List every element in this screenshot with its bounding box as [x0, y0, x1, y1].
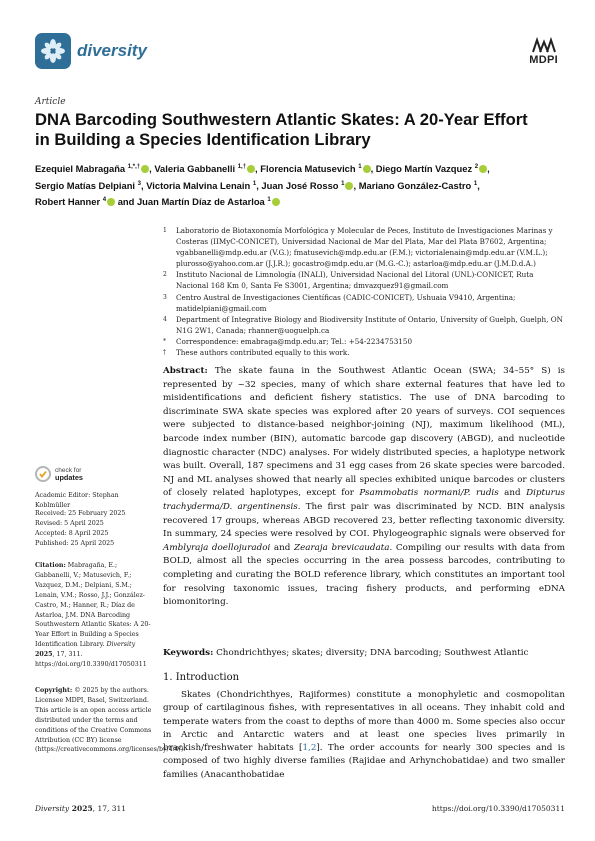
- copyright-text: © 2025 by the authors. Licensee MDPI, Basel, Switzerland. This article is an open access article distributed under the terms and conditions of the Creative Commons Attribution (CC BY) license (https://creativecommons.org/licenses/by/4.0/).: [35, 687, 186, 754]
- affiliation-item: [163, 314, 565, 336]
- abstract-text: The skate fauna in the Southwest Atlantic Ocean (SWA; 34–55° S) is represented by ~32 species, many of which share external features that have led to misidentifications and deficient fishery statistics. The use of DNA barcoding to discriminate SWA skate species was explored after 20 years of surveys. COI sequences were subjected to distance-based neighbor-joining (NJ), maximum likelihood (ML), barcode index number (BIN), automatic barcode gap discovery (ABGD), and nucleotide diagnostic character (NDC) analyses. For widely distributed species, a haplotype network was built. Overall, 187 specimens and 31 egg cases from 26 skate species were barcoded. NJ and ML analyses showed that nearly all species exhibited unique barcodes or clusters of closely related haplotypes, except for: [163, 366, 565, 499]
- orcid-icon[interactable]: [107, 198, 115, 206]
- affiliation-item: [163, 269, 565, 291]
- intro-text: ]. The order accounts for nearly 300 species and is composed of two highly diverse families (Rajidae and Arhynchobatidae) and two smaller families (Anacanthobatidae: [163, 743, 565, 780]
- publisher-logo[interactable]: [529, 37, 558, 66]
- received-date: Received: 25 February 2025: [35, 510, 126, 517]
- author-sup: 1: [252, 180, 257, 187]
- journal-logo: [35, 33, 71, 69]
- article-type: Article: [35, 97, 66, 107]
- author-name[interactable]: Mariano González-Castro: [358, 179, 472, 191]
- author-sup: 1: [341, 180, 345, 187]
- footer-journal: Diversity: [35, 804, 70, 813]
- published-date: Published: 25 April 2025: [35, 539, 115, 547]
- keywords: [163, 647, 565, 661]
- flower-icon: [40, 38, 66, 64]
- update-check-icon: [35, 466, 51, 482]
- author-sup: 1,*,†: [127, 164, 141, 170]
- keywords-label: Keywords:: [163, 648, 214, 658]
- orcid-icon[interactable]: [247, 165, 255, 173]
- author-sup: 2: [474, 164, 479, 170]
- title-line: in Building a Species Identification Library: [35, 130, 371, 149]
- footer-citation: [35, 804, 126, 813]
- author-sup: 1: [473, 180, 478, 187]
- affiliation-symbol: 3: [163, 293, 167, 301]
- citation-rest[interactable]: , 17, 311. https://doi.org/10.3390/d17050311: [35, 651, 147, 669]
- affiliation-item: [163, 336, 565, 347]
- author-name[interactable]: Florencia Matusevich: [260, 163, 356, 175]
- affiliation-symbol: *: [163, 337, 166, 345]
- check-for-updates-label: [55, 467, 83, 482]
- abstract-text: and: [270, 542, 295, 553]
- author-sup: 4: [102, 197, 107, 204]
- author-name[interactable]: Diego Martín Vazquez: [375, 163, 473, 175]
- affiliation-text: Laboratorio de Biotaxonomía Morfológica y Molecular de Peces, Instituto de Investigaciones Marinas y Costeras (IIMyC-CONICET), Universidad Nacional de Mar del Plata, Mar del Plata B7602, Argentina; vgabbanelli@mdp.edu.ar (V.G.); fmatusevich@mdp.edu.ar (F.M.); victorialenain@mdp.edu.ar (V.M.L.); plurosso@yahoo.com.ar (J.J.R.); gocastro@mdp.edu.ar (M.G.-C.); astarloa@mdp.edu.ar (J.M.D.d.A.): [176, 226, 553, 269]
- author-sup: 1,†: [237, 164, 247, 170]
- cfu-line: updates: [55, 472, 83, 482]
- citation-year: 2025: [35, 651, 53, 659]
- article-title: [35, 110, 555, 150]
- species-name: Psammobatis normani/P. rudis: [359, 488, 499, 499]
- title-line: DNA Barcoding Southwestern Atlantic Skates: A 20-Year Effort: [35, 110, 528, 129]
- abstract-text: . Compiling our results with data from BOLD, almost all the species occurring in the area possess barcodes, contributing to completing and curating the BOLD reference library, which constitutes an important tool for resolving taxonomic issues, tracing fishery products, and performing eDNA biomonitoring.: [163, 542, 565, 608]
- author-sup: 3: [137, 180, 141, 187]
- mdpi-mark-icon: [531, 37, 557, 53]
- revised-date: Revised: 5 April 2025: [35, 519, 104, 527]
- affiliation-symbol: 1: [163, 227, 167, 234]
- introduction-text: [163, 689, 565, 782]
- abstract-text: . The first pair was discriminated by NCD. BIN analysis recovered 17 groups, whereas ABGD recovered 23, better reflecting taxonomic diversity. In summary, 24 species were resolved by COI. Phylogeographic signals were observed for: [163, 501, 565, 540]
- copyright-block: [35, 686, 186, 755]
- abstract-label: Abstract:: [163, 366, 208, 376]
- citation-link[interactable]: 1,2: [302, 743, 317, 754]
- check-for-updates-button[interactable]: [35, 466, 83, 482]
- affiliation-list: [163, 225, 565, 358]
- affiliation-text: These authors contributed equally to this work.: [176, 348, 350, 358]
- species-name: Amblyraja doellojuradoi: [163, 542, 271, 553]
- author-name[interactable]: Valeria Gabbanelli: [154, 163, 236, 175]
- species-name: Dipturus trachyderma/D. argentinensis: [163, 488, 565, 512]
- author-name[interactable]: Victoria Malvina Lenain: [146, 179, 251, 191]
- affiliation-item: [163, 225, 565, 269]
- author-conjunction: and: [117, 196, 137, 208]
- citation-journal: Diversity: [106, 641, 136, 649]
- citation-label: Citation:: [35, 562, 66, 569]
- affiliation-text: Instituto Nacional de Limnología (INALI), Universidad Nacional del Litoral (UNL)-CONICET, Ruta Nacional 168 Km 0, Santa Fe S3001, Argentina; dmvazquez91@gmail.com: [176, 270, 534, 291]
- orcid-icon[interactable]: [345, 182, 353, 190]
- affiliation-symbol: †: [163, 349, 166, 357]
- affiliation-item: [163, 347, 565, 358]
- academic-editor: Academic Editor: Stephan Koblmüller: [35, 492, 119, 509]
- section-heading: 1. Introduction: [163, 672, 240, 683]
- affiliation-text: Department of Integrative Biology and Biodiversity Institute of Ontario, University of Guelph, Guelph, ON N1G 2W1, Canada; rhanner@uoguelph.ca: [176, 314, 563, 335]
- author-name[interactable]: Sergio Matías Delpiani: [35, 179, 136, 191]
- affiliation-symbol: 2: [163, 271, 167, 279]
- author-name[interactable]: Juan José Rosso: [261, 179, 339, 191]
- author-sup: 1: [358, 164, 362, 170]
- abstract: [163, 365, 565, 610]
- orcid-icon[interactable]: [363, 165, 371, 173]
- dates-block: [35, 509, 155, 549]
- affiliation-symbol: 4: [163, 315, 167, 323]
- orcid-icon[interactable]: [479, 165, 487, 173]
- orcid-icon[interactable]: [272, 198, 280, 206]
- citation-block: [35, 561, 155, 670]
- footer-doi-link[interactable]: https://doi.org/10.3390/d17050311: [431, 804, 565, 813]
- cfu-line: check for: [55, 466, 82, 474]
- publisher-name: MDPI: [529, 54, 558, 66]
- footer-year: 2025: [69, 804, 93, 813]
- affiliation-text: Correspondence: emabraga@mdp.edu.ar; Tel.: +54-2234753150: [176, 336, 413, 346]
- affiliation-item: [163, 292, 565, 314]
- copyright-label: Copyright:: [35, 687, 73, 694]
- author-name[interactable]: Ezequiel Mabragaña: [35, 163, 126, 175]
- footer-vol: , 17, 311: [92, 804, 127, 813]
- author-sup: 1: [267, 197, 271, 204]
- orcid-icon[interactable]: [141, 165, 149, 173]
- species-name: Zearaja brevicaudata: [294, 542, 390, 553]
- affiliation-text: Centro Austral de Investigaciones Científicas (CADIC-CONICET), Ushuaia V9410, Argentina; matidelpiani@gmail.com: [176, 292, 516, 313]
- abstract-text: and: [498, 488, 527, 499]
- keywords-text: Chondrichthyes; skates; diversity; DNA barcoding; Southwest Atlantic: [213, 648, 529, 658]
- journal-name[interactable]: diversity: [77, 41, 147, 60]
- author-list: Ezequiel Mabragaña $^{1,*,\dagger}$ , Valeria Gabbanelli $^{1,\dagger}$ , Florencia Matusevich $^1$ , Diego Martín Vazquez $^2$ , Sergio Matías Delpiani $^3$, Victoria Malvina Lenain $^1$, Juan José Rosso $^1$ , Mariano González-Castro $^1$, Robert Hanner $^4$ and Juan Martín Díaz de Astarloa $^1$: [35, 163, 490, 208]
- citation-text: Mabragaña, E.; Gabbanelli, V.; Matusevich, F.; Vazquez, D.M.; Delpiani, S.M.; Lenain, V.M.; Rosso, J.J.; González-Castro, M.; Hanner, R.; Díaz de Astarloa, J.M. DNA Barcoding Southwestern Atlantic Skates: A 20-Year Effort in Building a Species Identification Library.: [35, 562, 151, 649]
- accepted-date: Accepted: 8 April 2025: [35, 529, 109, 537]
- author-name[interactable]: Robert Hanner: [35, 196, 101, 208]
- intro-text: Skates (Chondrichthyes, Rajiformes) constitute a monophyletic and cosmopolitan group of cartilaginous fishes, with representatives in all oceans. They inhabit cold and temperate waters from the coast to depths of more than 4000 m. Some species also occur in Arctic and Antarctic waters and at least one species lives primarily in brackish/freshwater habitats [: [163, 690, 565, 754]
- author-name[interactable]: Juan Martín Díaz de Astarloa: [136, 196, 265, 208]
